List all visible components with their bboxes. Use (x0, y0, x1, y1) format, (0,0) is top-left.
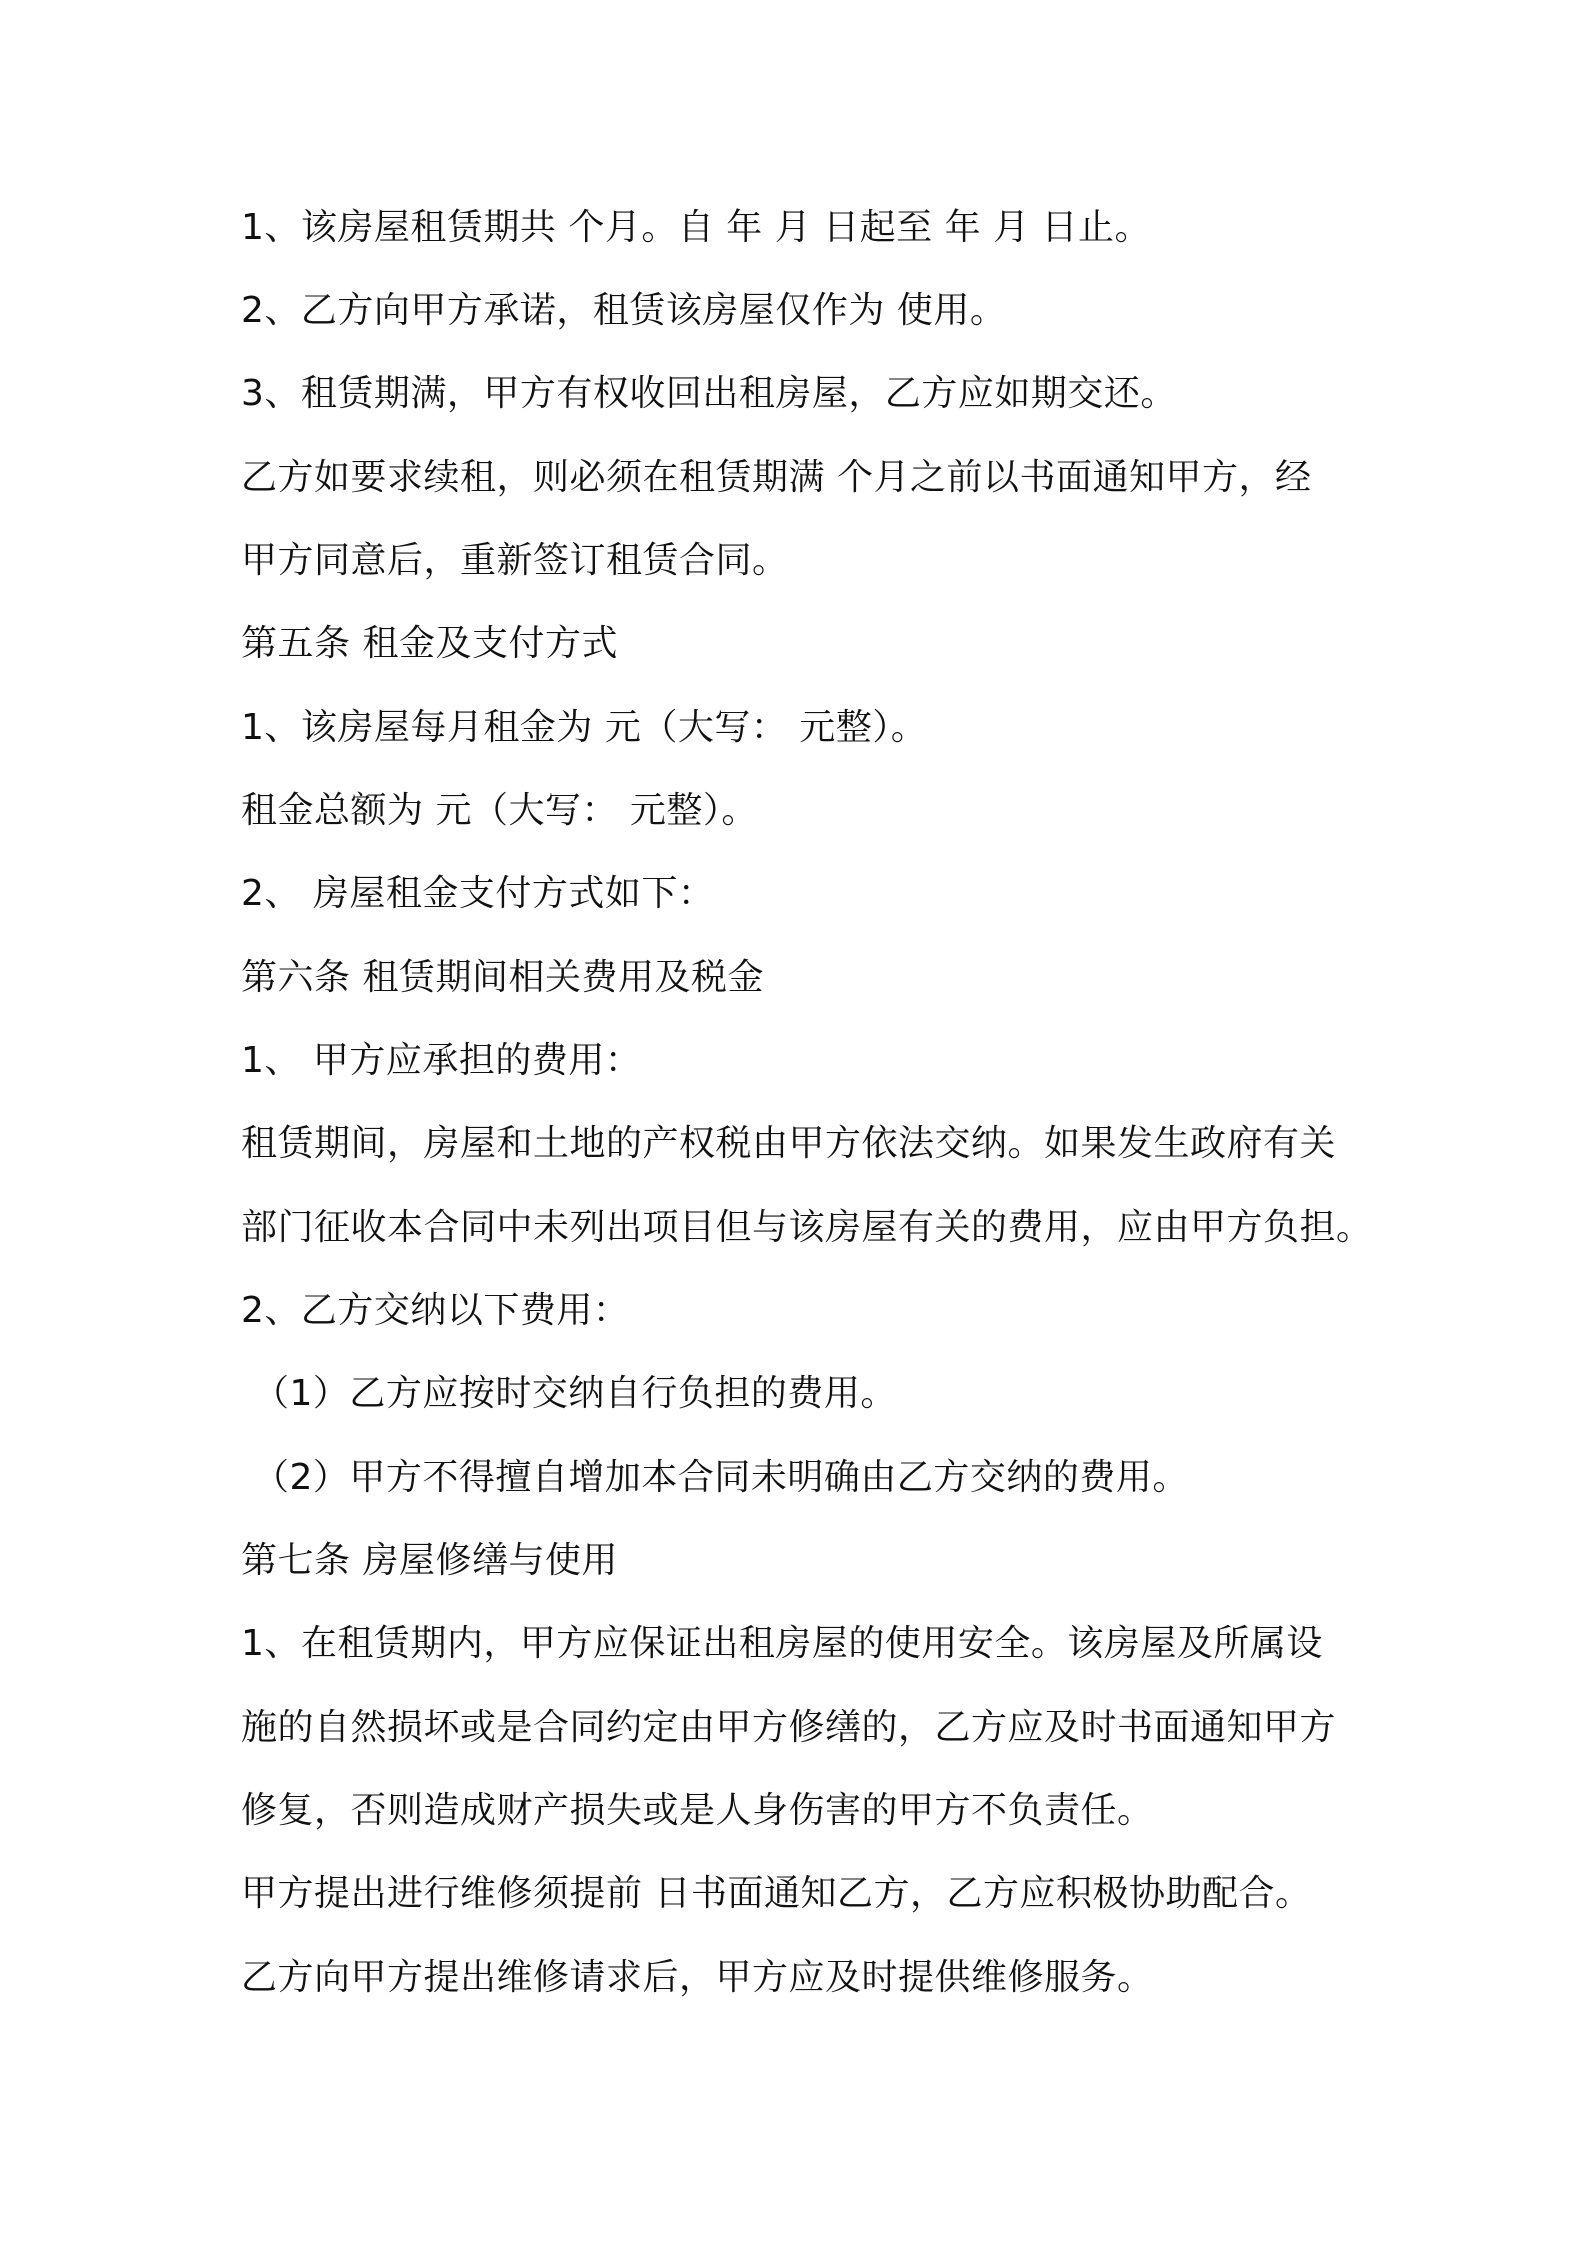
lessor-fees-paragraph-line-1: 租赁期间，房屋和土地的产权税由甲方依法交纳。如果发生政府有关 (241, 1123, 1337, 1164)
article-5-item-2: 2、 房屋租金支付方式如下： (241, 873, 715, 914)
article-6-subitem-2: （2）甲方不得擅自增加本合同未明确由乙方交纳的费用。 (253, 1457, 1189, 1498)
repair-notice-line: 甲方提出进行维修须提前 日书面通知乙方，乙方应积极协助配合。 (241, 1873, 1312, 1914)
article-5-heading: 第五条 租金及支付方式 (241, 623, 618, 664)
article-6-item-1: 1、 甲方应承担的费用： (241, 1040, 642, 1081)
article-7-item-1-line-1: 1、在租赁期内，甲方应保证出租房屋的使用安全。该房屋及所属设 (241, 1623, 1323, 1664)
renewal-paragraph-line-1: 乙方如要求续租，则必须在租赁期满 个月之前以书面通知甲方，经 (241, 457, 1312, 498)
clause-4-item-2: 2、乙方向甲方承诺，租赁该房屋仅作为 使用。 (241, 290, 1007, 331)
article-7-item-1-line-2: 施的自然损坏或是合同约定由甲方修缮的，乙方应及时书面通知甲方 (241, 1707, 1337, 1748)
clause-4-item-3: 3、租赁期满，甲方有权收回出租房屋，乙方应如期交还。 (241, 373, 1177, 414)
repair-request-line: 乙方向甲方提出维修请求后，甲方应及时提供维修服务。 (241, 1957, 1154, 1998)
article-5-item-1: 1、该房屋每月租金为 元（大写： 元整）。 (241, 707, 928, 748)
article-6-heading: 第六条 租赁期间相关费用及税金 (241, 957, 764, 998)
renewal-paragraph-line-2: 甲方同意后，重新签订租赁合同。 (241, 540, 789, 581)
article-6-subitem-1: （1）乙方应按时交纳自行负担的费用。 (253, 1373, 897, 1414)
rent-total-line: 租金总额为 元（大写： 元整）。 (241, 790, 758, 831)
article-7-heading: 第七条 房屋修缮与使用 (241, 1540, 618, 1581)
article-6-item-2: 2、乙方交纳以下费用： (241, 1290, 630, 1331)
article-7-item-1-line-3: 修复，否则造成财产损失或是人身伤害的甲方不负责任。 (241, 1790, 1154, 1831)
clause-4-item-1: 1、该房屋租赁期共 个月。自 年 月 日起至 年 月 日止。 (241, 207, 1152, 248)
lessor-fees-paragraph-line-2: 部门征收本合同中未列出项目但与该房屋有关的费用，应由甲方负担。 (241, 1207, 1373, 1248)
